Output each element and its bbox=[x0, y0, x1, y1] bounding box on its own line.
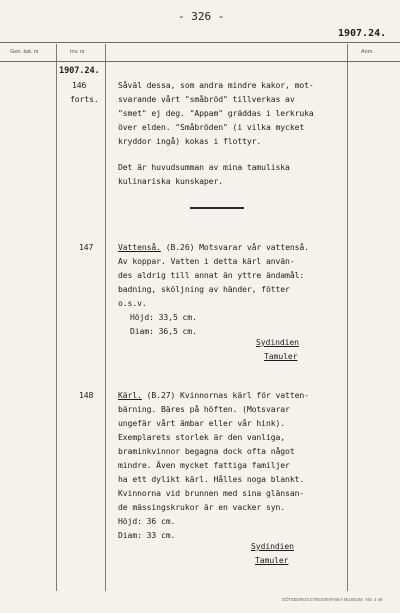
page-number: - 326 - bbox=[178, 10, 225, 23]
entry-147-first-line-text: (B.26) Motsvarar vår vattenså. bbox=[160, 242, 309, 252]
column-rule-3 bbox=[347, 44, 348, 591]
entry-146-number: 146 bbox=[72, 80, 87, 90]
entry-147-origin: Sydindien bbox=[256, 337, 299, 347]
entry-148-title: Kärl. bbox=[118, 390, 142, 400]
entry-147-first-line bbox=[118, 240, 309, 254]
entry-146-line: Såväl dessa, som andra mindre kakor, mot- bbox=[118, 80, 314, 90]
entry-148-people: Tamuler bbox=[255, 555, 289, 565]
header-year: 1907.24. bbox=[338, 28, 387, 39]
entry-148-first-line-text: (B.27) Kvinnornas kärl för vatten- bbox=[141, 390, 309, 400]
column-rule-2 bbox=[105, 44, 106, 591]
column-header-inv: Inv. nr bbox=[70, 49, 85, 55]
entry-148-line: ha ett dylikt kärl. Hålles noga blankt. bbox=[118, 474, 305, 484]
entry-148-number: 148 bbox=[79, 390, 94, 400]
column-header-anm: Anm. bbox=[361, 49, 374, 55]
column-header-gen-kat: Gen. kat. nr bbox=[10, 49, 39, 55]
entry-147-line: des aldrig till annat än yttre ändamål: bbox=[118, 270, 305, 280]
entry-148-line: bärning. Bäres på höften. (Motsvarar bbox=[118, 404, 290, 414]
entry-148-line: de mässingskrukor är en vacker syn. bbox=[118, 502, 286, 512]
entry-148-line: Höjd: 36 cm. bbox=[118, 516, 176, 526]
entry-148-line: Kvinnorna vid brunnen med sina glänsan- bbox=[118, 488, 305, 498]
header-bottom-rule bbox=[0, 61, 400, 62]
entry-147-title: Vattenså. bbox=[118, 242, 161, 252]
entry-146-line: kryddor ingå) kokas i flottyr. bbox=[118, 136, 262, 146]
entry-148-line: braminkvinnor begagna dock ofta något bbox=[118, 446, 295, 456]
column-rule-1 bbox=[56, 44, 57, 591]
entry-146-summary: kulinariska kunskaper. bbox=[118, 176, 224, 186]
entry-147-line: Av koppar. Vatten i detta kärl använ- bbox=[118, 256, 295, 266]
entry-146-line: över elden. "Småbröden" (i vilka mycket bbox=[118, 122, 305, 132]
entry-148-first-line bbox=[118, 388, 309, 402]
print-mark: GÖTEBORGS ETNOGRAFISKA MUSEUM 745 4 49 bbox=[282, 597, 383, 602]
entry-148-line: Exemplarets storlek är den vanliga, bbox=[118, 432, 286, 442]
entry-146-line: "smet" ej deg. "Appam" gräddas i lerkruka bbox=[118, 108, 314, 118]
entry-146-forts: forts. bbox=[70, 94, 99, 104]
entry-147-people: Tamuler bbox=[264, 351, 298, 361]
entry-147-line: Höjd: 33,5 cm. bbox=[130, 312, 197, 322]
entry-146-summary: Det är huvudsumman av mina tamuliska bbox=[118, 162, 290, 172]
entry-148-line: Diam: 33 cm. bbox=[118, 530, 176, 540]
entry-148-line: ungefär vårt ämbar eller vår hink). bbox=[118, 418, 286, 428]
header-top-rule bbox=[0, 42, 400, 43]
entry-148-origin: Sydindien bbox=[251, 541, 294, 551]
entry-147-number: 147 bbox=[79, 242, 94, 252]
entry-146-line: svarande vårt "småbröd" tillverkas av bbox=[118, 94, 295, 104]
entry-148-line: mindre. Även mycket fattiga familjer bbox=[118, 460, 290, 470]
entry-147-line: o.s.v. bbox=[118, 298, 147, 308]
entry-147-line: badning, sköljning av händer, fötter bbox=[118, 284, 290, 294]
entry-146-year: 1907.24. bbox=[59, 66, 100, 76]
entry-147-line: Diam: 36,5 cm. bbox=[130, 326, 197, 336]
section-divider bbox=[190, 207, 244, 209]
